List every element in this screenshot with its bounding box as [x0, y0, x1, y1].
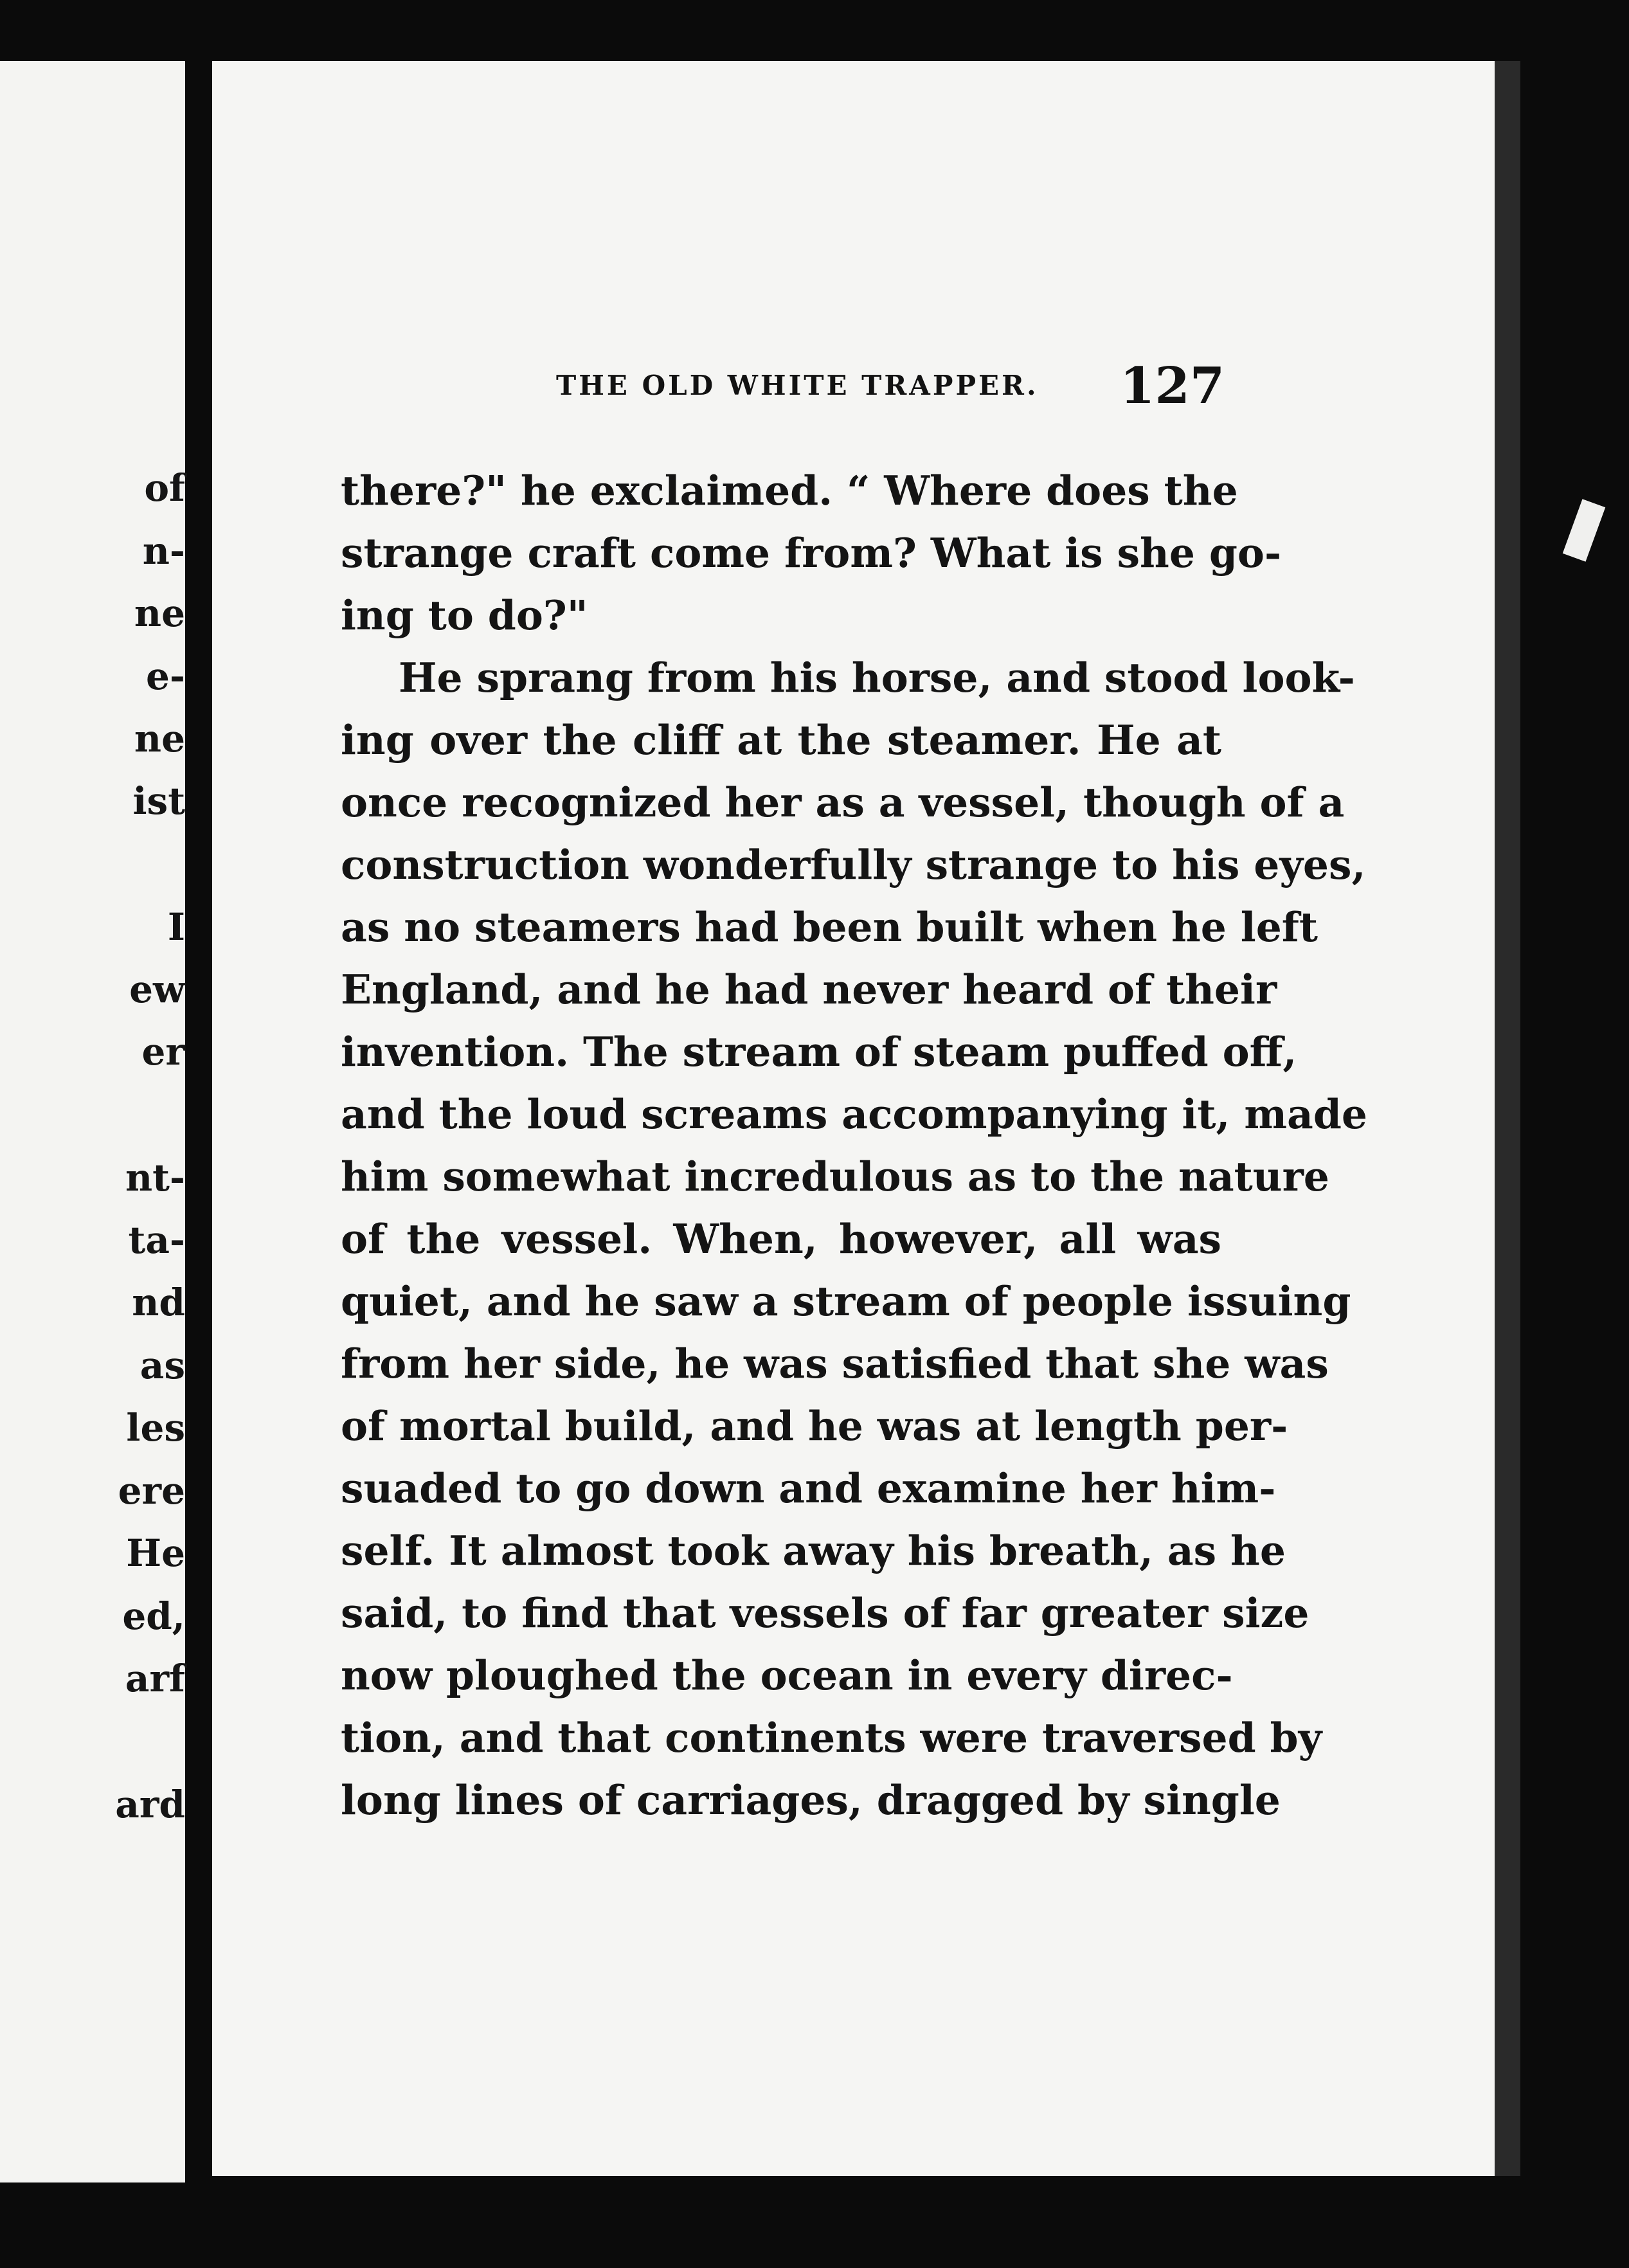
page-edge-shadow — [1495, 61, 1520, 2176]
left-fragment: ew — [129, 968, 185, 1011]
page-number: 127 — [1120, 357, 1225, 415]
text-line: England, and he had never heard of their — [341, 966, 1277, 1013]
left-fragment: ta- — [128, 1218, 185, 1262]
text-line: now ploughed the ocean in every direc- — [341, 1652, 1233, 1699]
text-line: once recognized her as a vessel, though of a — [341, 779, 1345, 826]
left-fragment: er — [141, 1030, 185, 1074]
left-fragment: He — [126, 1531, 185, 1575]
text-line: long lines of carriages, dragged by single — [341, 1776, 1281, 1824]
text-line: from her side, he was satisfied that she was — [341, 1340, 1329, 1387]
text-line: quiet, and he saw a stream of people issuing — [341, 1277, 1351, 1325]
page-header — [341, 357, 1225, 428]
left-fragment: ard — [115, 1783, 185, 1826]
left-fragment: les — [126, 1406, 185, 1450]
left-fragment: n- — [142, 529, 185, 573]
left-fragment: nd — [132, 1281, 185, 1324]
body-text — [341, 460, 1367, 1832]
text-line: suaded to go down and examine her him- — [341, 1464, 1276, 1512]
text-line: invention. The stream of steam puffed off, — [341, 1028, 1297, 1076]
left-fragment: I — [167, 905, 185, 949]
scan-artifact — [1563, 499, 1605, 562]
text-line: of mortal build, and he was at length per- — [341, 1402, 1288, 1450]
left-fragment: ist — [132, 779, 185, 823]
text-line: strange craft come from? What is she go- — [341, 529, 1282, 577]
text-line: there?" he exclaimed. “ Where does the — [341, 467, 1238, 514]
text-line: of the vessel. When, however, all was — [341, 1215, 1221, 1263]
left-fragment: ne — [134, 591, 185, 635]
left-fragment: ere — [118, 1469, 185, 1513]
left-fragment: arf — [125, 1657, 185, 1700]
text-line: ing over the cliff at the steamer. He at — [341, 716, 1221, 764]
text-line: him somewhat incredulous as to the nature — [341, 1153, 1329, 1200]
text-line: as no steamers had been built when he left — [341, 903, 1318, 951]
left-fragment: nt- — [125, 1156, 185, 1200]
left-page-fragments — [0, 61, 185, 2182]
text-line: He sprang from his horse, and stood look- — [399, 654, 1355, 701]
left-page-edge — [0, 61, 185, 2182]
left-fragment: e- — [146, 654, 185, 698]
text-line: tion, and that continents were traversed by — [341, 1714, 1322, 1761]
text-line: ing to do?" — [341, 591, 588, 639]
text-line: and the loud screams accompanying it, made — [341, 1090, 1367, 1138]
text-line: construction wonderfully strange to his eyes, — [341, 841, 1366, 888]
left-fragment: as — [140, 1344, 185, 1387]
left-fragment: ed, — [122, 1594, 185, 1638]
left-fragment: of — [144, 466, 185, 510]
text-line: self. It almost took away his breath, as he — [341, 1527, 1286, 1574]
left-fragment: ne — [134, 717, 185, 760]
text-line: said, to find that vessels of far greater size — [341, 1589, 1310, 1637]
running-title: THE OLD WHITE TRAPPER. — [556, 370, 1039, 401]
